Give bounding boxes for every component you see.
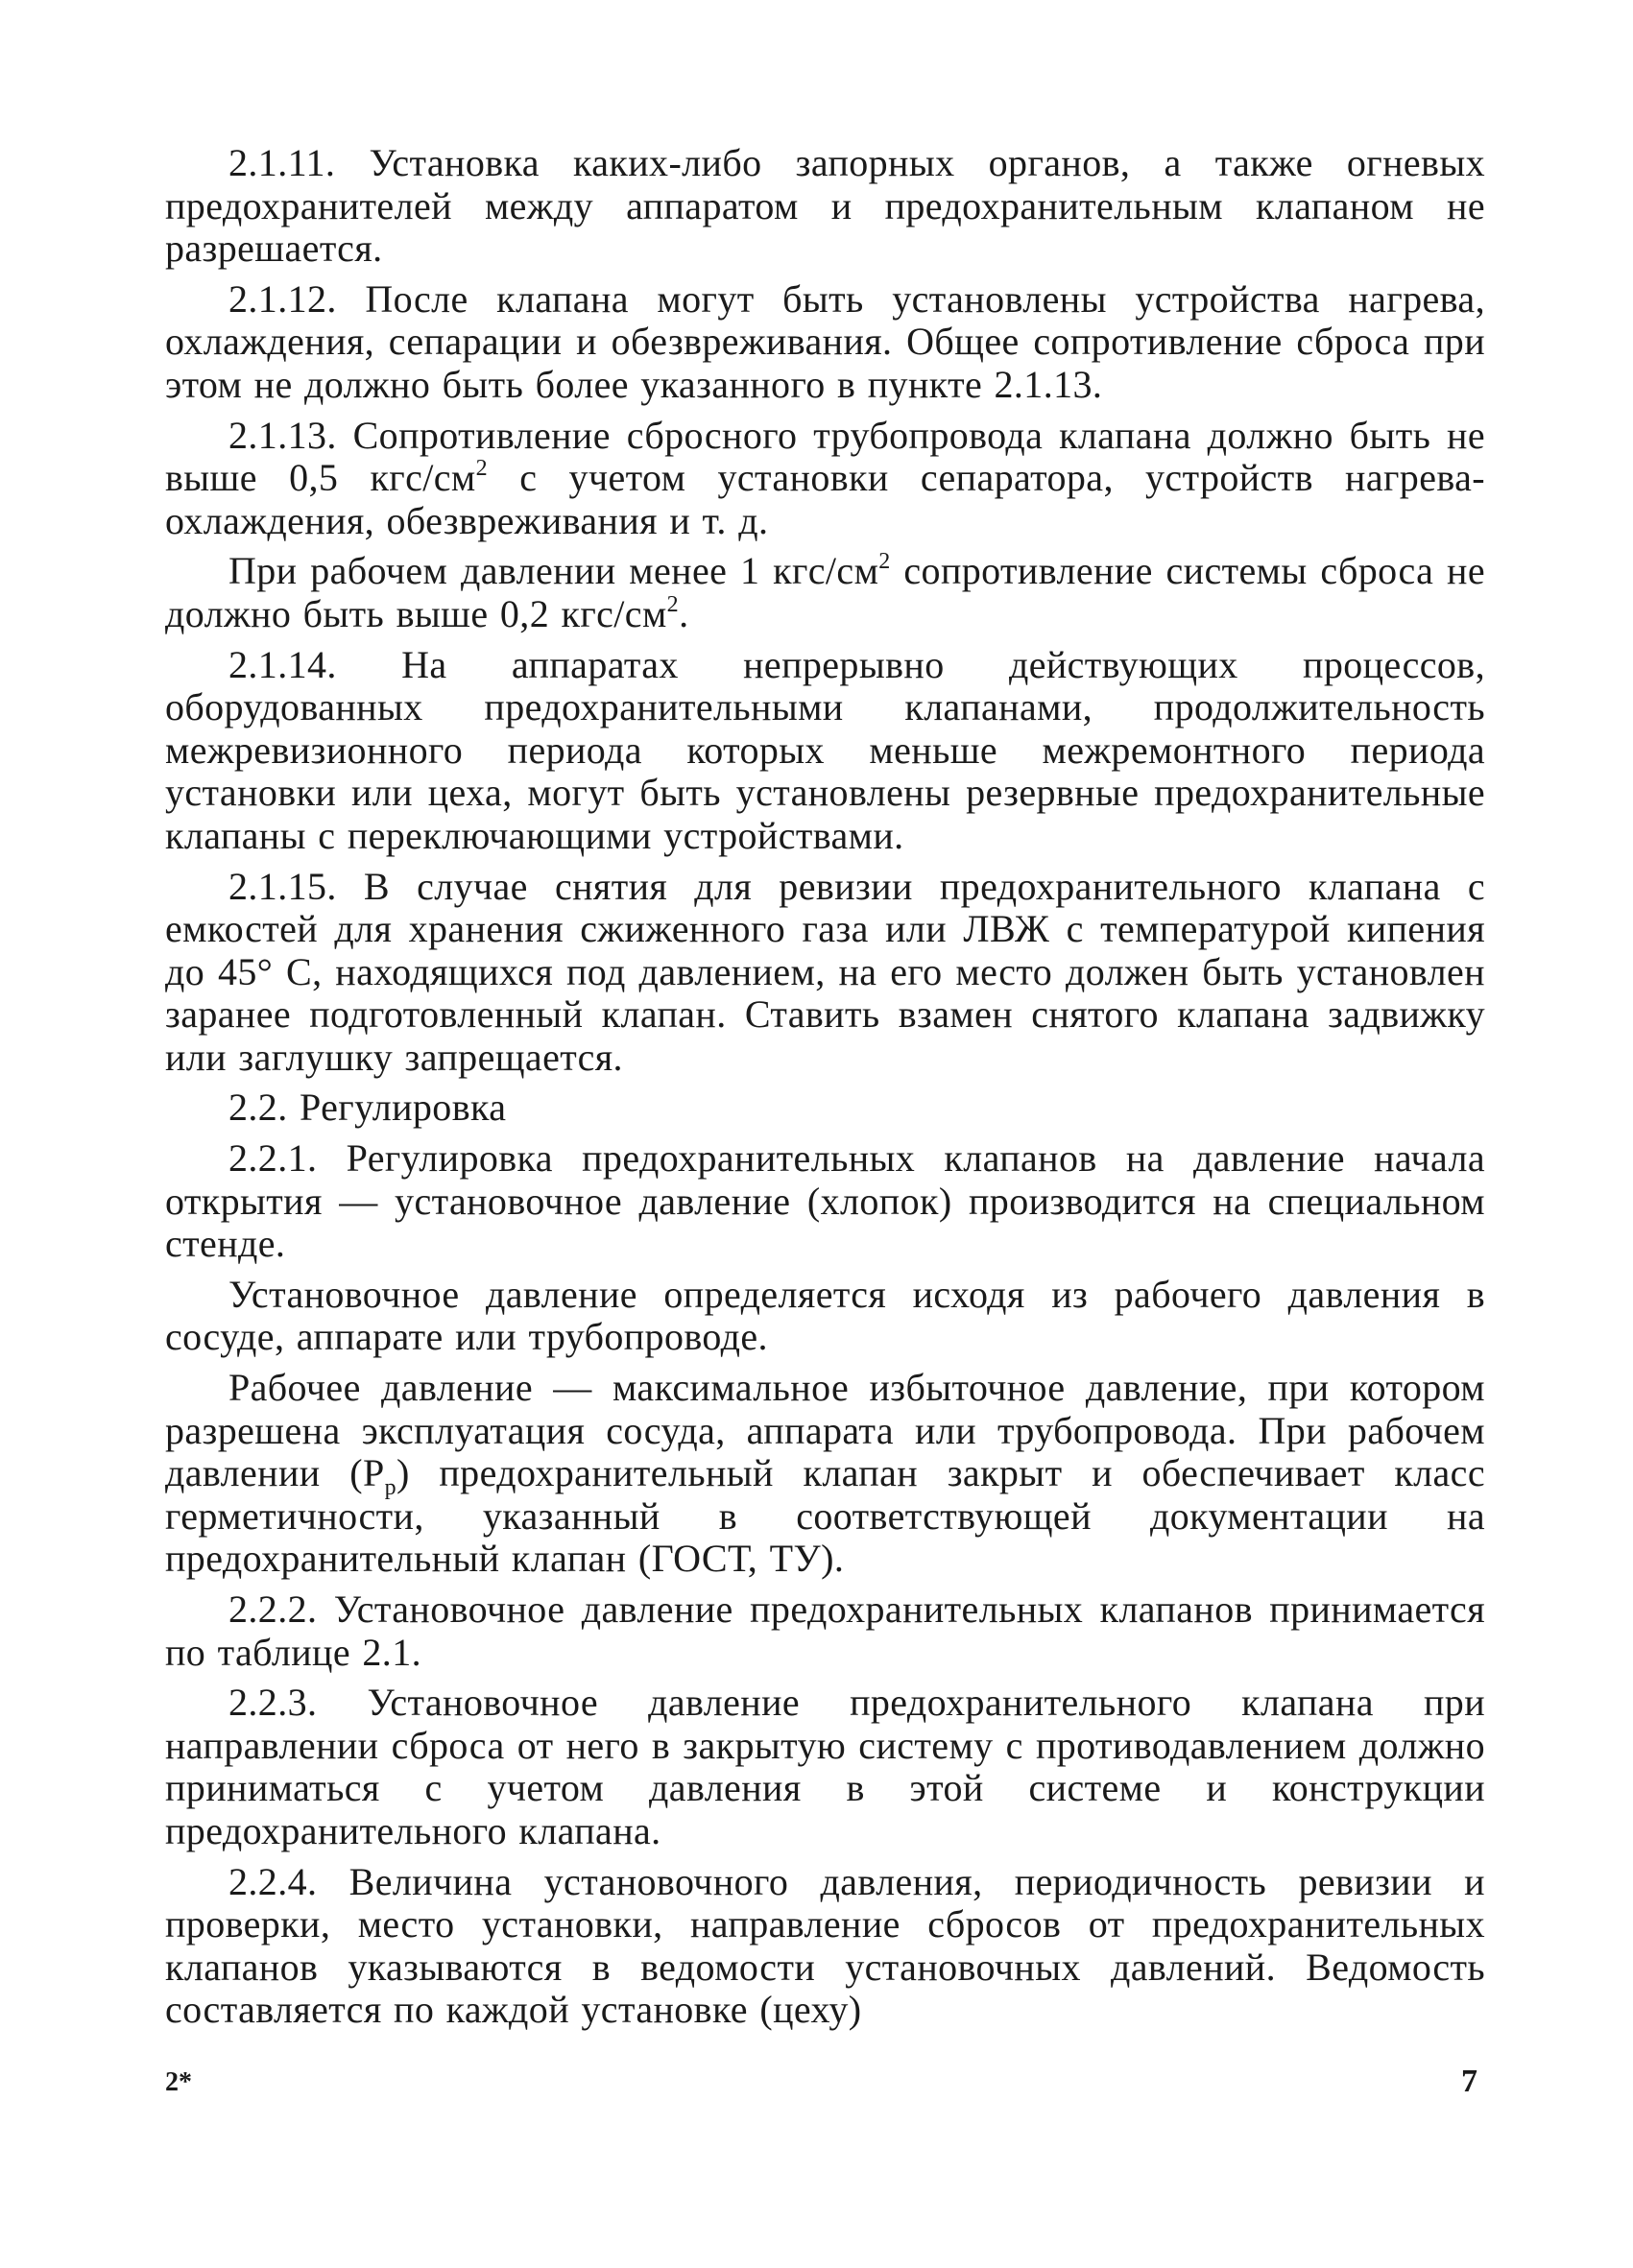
paragraph-low-pressure [165,550,1485,635]
superscript-2: 2 [878,549,891,575]
paragraph-low-pressure-text-3: . [679,591,689,635]
subscript-p: р [384,1475,397,1501]
paragraph-2-1-13-text-2: с учетом установки сепаратора, устройств нагрева-охлаждения, обезвреживания и т. д. [165,456,1485,542]
paragraph-2-2-3: 2.2.3. Установочное давление предохранительного клапана при направлении сброса от него в закрытую систему с противодавлением должно приниматься с учетом давления в этой системе и конструкции предохранительного клапана. [165,1681,1485,1852]
page-number: 7 [1461,2064,1477,2099]
paragraph-working-text-1: Рабочее давление — максимальное избыточное давление, при котором разрешена эксплуатация сосуда, аппарата или трубопровода. При рабочем давлении (P [165,1366,1485,1495]
paragraph-2-2-4: 2.2.4. Величина установочного давления, периодичность ревизии и проверки, место установки, направление сбросов от предохранительных клапанов указываются в ведомости установочных давлений. Ведомость составляется по каждой установке (цеху) [165,1859,1485,2032]
paragraph-working-text-2: ) предохранительный клапан закрыт и обеспечивает класс герметичности, указанный в соответствующей документации на предохранительный клапан (ГОСТ, ТУ). [165,1451,1485,1581]
paragraph-2-2-2: 2.2.2. Установочное давление предохранительных клапанов принимается по таблице 2.1. [165,1588,1485,1674]
superscript-2: 2 [666,591,680,617]
paragraph-2-1-14: 2.1.14. На аппаратах непрерывно действующих процессов, оборудованных предохранительными клапанами, продолжительность межревизионного периода которых меньше межремонтного периода установки или цеха, могут быть установлены резервные предохранительные клапаны с переключающими устройствами. [165,642,1485,857]
section-heading-2-2: 2.2. Регулировка [228,1086,507,1130]
paragraph-low-pressure-text-2: сопротивление системы сброса не должно быть выше 0,2 кгс/см [165,549,1485,635]
paragraph-working-pressure [165,1367,1485,1581]
paragraph-setpoint: Установочное давление определяется исходя из рабочего давления в сосуде, аппарате или трубопроводе. [165,1272,1485,1359]
paragraph-low-pressure-text-1: При рабочем давлении менее 1 кгс/см [228,549,879,593]
paragraph-2-1-11: 2.1.11. Установка каких-либо запорных органов, а также огневых предохранителей между аппаратом и предохранительным клапаном не разрешается. [165,141,1485,271]
paragraph-2-1-13-text-1: 2.1.13. Сопротивление сбросного трубопровода клапана должно быть не выше 0,5 кгс/см [165,413,1485,500]
superscript-2: 2 [475,455,489,481]
page-body [165,142,1485,2032]
paragraph-2-1-13 [165,415,1485,543]
signature-mark: 2* [165,2067,192,2097]
paragraph-2-1-15: 2.1.15. В случае снятия для ревизии предохранительного клапана с емкостей для хранения сжиженного газа или ЛВЖ с температурой кипения до 45° С, находящихся под давлением, на его место должен быть установлен заранее подготовленный клапан. Ставить взамен снятого клапана задвижку или заглушку запрещается. [165,864,1485,1079]
paragraph-2-2-1: 2.2.1. Регулировка предохранительных клапанов на давление начала открытия — установочное давление (хлопок) производится на специальном стенде. [165,1136,1485,1266]
paragraph-2-1-12: 2.1.12. После клапана могут быть установлены устройства нагрева, охлаждения, сепарации и обезвреживания. Общее сопротивление сброса при этом не должно быть более указанного в пункте 2.1.13. [165,276,1485,406]
